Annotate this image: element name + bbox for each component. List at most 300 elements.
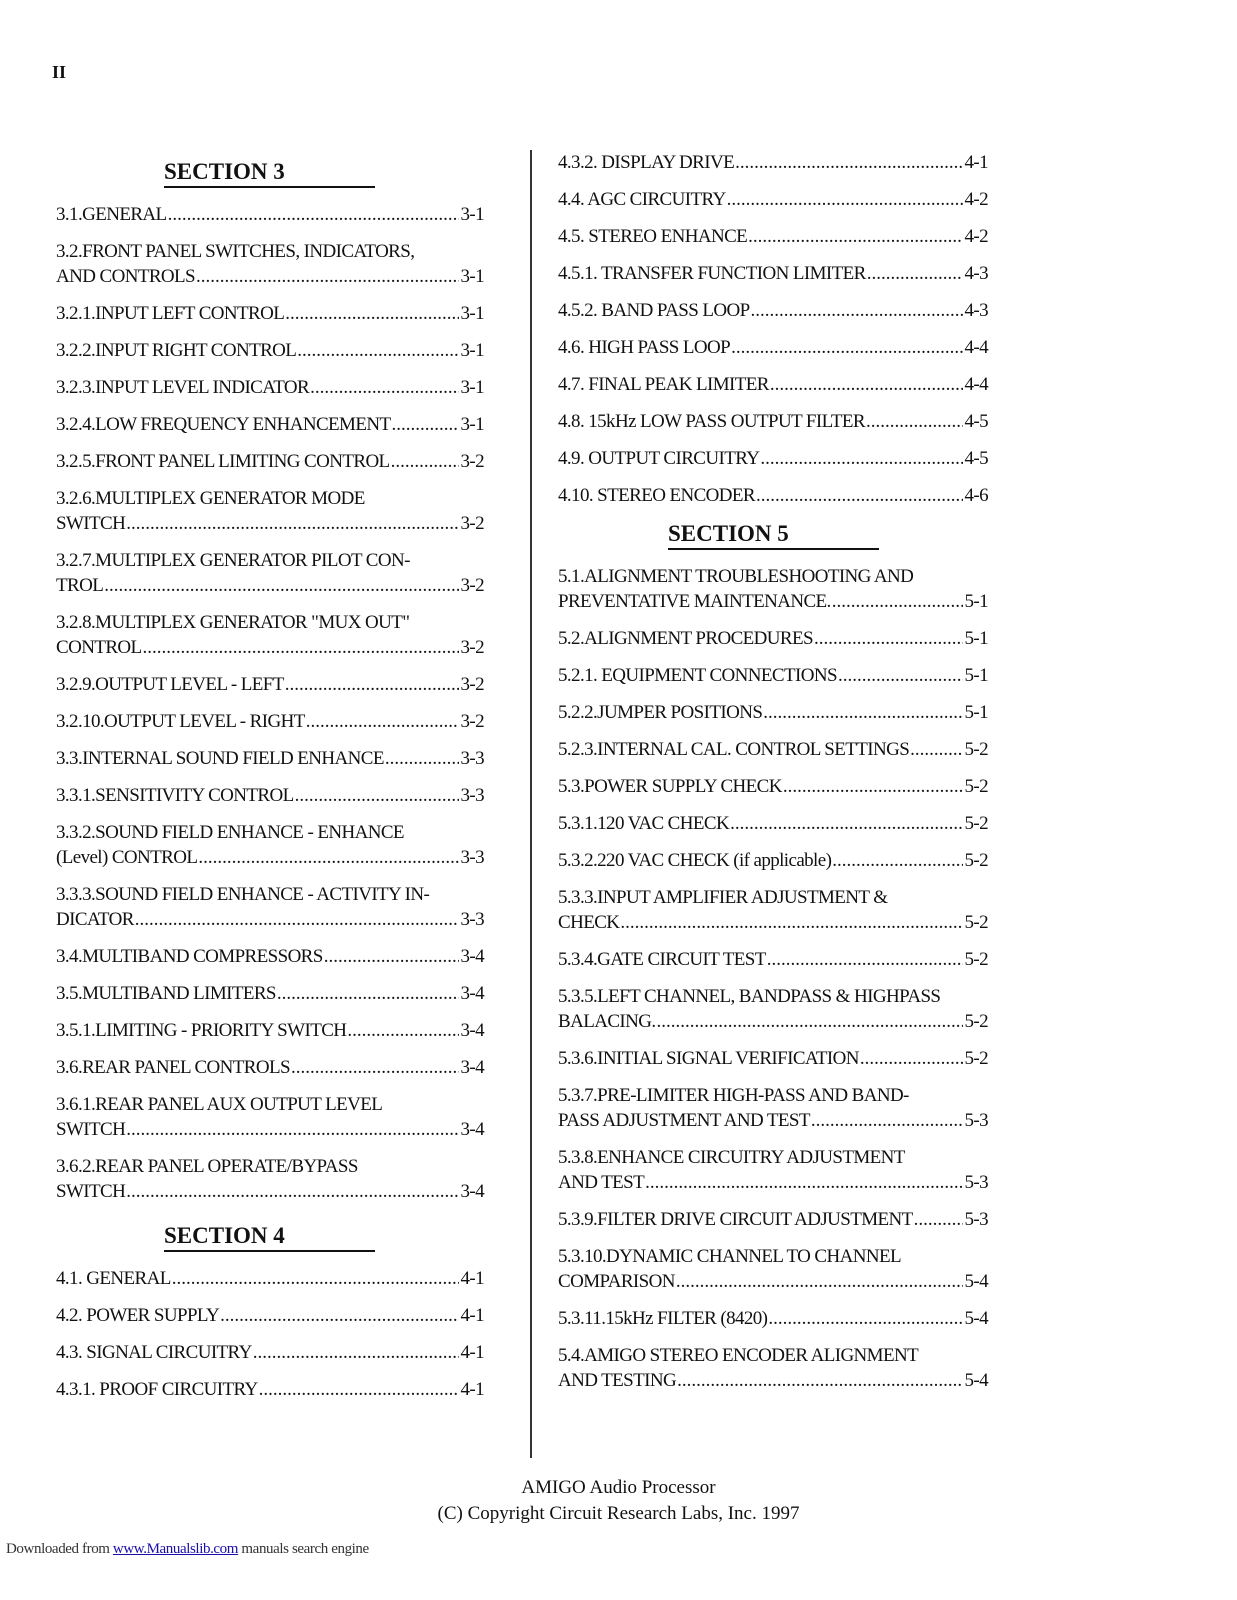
- toc-leader-dots: [220, 1303, 459, 1328]
- toc-entry: [558, 1083, 988, 1133]
- toc-leader-dots: [391, 412, 459, 437]
- footer-copyright: (C) Copyright Circuit Research Labs, Inc. 1997: [437, 1503, 800, 1524]
- toc-entry-row: [558, 261, 988, 286]
- toc-leader-dots: [832, 589, 964, 614]
- toc-entry-title: 5.2.3.INTERNAL CAL. CONTROL SETTINGS: [558, 739, 910, 760]
- toc-entry-title: AND TESTING: [558, 1370, 677, 1391]
- toc-entry-row: [558, 811, 988, 836]
- toc-page-number: 4-5: [964, 411, 988, 432]
- toc-page-number: 4-5: [964, 448, 988, 469]
- toc-entry: [56, 1055, 484, 1080]
- toc-entry-title: TROL: [56, 575, 104, 596]
- toc-entry: [558, 409, 988, 434]
- toc-page-number: 5-3: [964, 1209, 988, 1230]
- toc-entry-title: 4.8. 15kHz LOW PASS OUTPUT FILTER: [558, 411, 865, 432]
- toc-entry-row: [56, 907, 484, 932]
- toc-page-number: 5-1: [964, 628, 988, 649]
- toc-entry-row: [558, 700, 988, 725]
- toc-page-number: 3-2: [460, 575, 484, 596]
- toc-leader-dots: [676, 1269, 964, 1294]
- toc-entry: [558, 483, 988, 508]
- toc-leader-dots: [285, 672, 460, 697]
- toc-page-number: 3-1: [460, 377, 484, 398]
- toc-page-number: 3-2: [460, 451, 484, 472]
- toc-leader-dots: [297, 338, 459, 363]
- toc-page-number: 3-4: [460, 1119, 484, 1140]
- toc-page-number: 3-4: [460, 1020, 484, 1041]
- manualslib-link[interactable]: www.Manualslib.com: [112, 1541, 239, 1557]
- toc-entry-row: [558, 335, 988, 360]
- toc-leader-dots: [198, 845, 459, 870]
- toc-leader-dots: [677, 1368, 963, 1393]
- column-divider: [530, 150, 532, 1458]
- toc-leader-dots: [768, 1306, 963, 1331]
- toc-entry: [558, 150, 988, 175]
- toc-page-number: 5-4: [964, 1271, 988, 1292]
- toc-entry-row: [558, 1108, 988, 1133]
- toc-entry: [558, 298, 988, 323]
- toc-entry-title-line: 5.3.8.ENHANCE CIRCUITRY ADJUSTMENT: [558, 1147, 905, 1168]
- download-suffix: manuals search engine: [238, 1541, 369, 1557]
- toc-entry-row: [56, 672, 484, 697]
- toc-entry-title: 3.6.REAR PANEL CONTROLS: [56, 1057, 290, 1078]
- toc-entry: [56, 548, 484, 598]
- toc-leader-dots: [751, 298, 964, 323]
- toc-entry: [56, 449, 484, 474]
- toc-page-number: 4-1: [964, 152, 988, 173]
- toc-entry: [558, 1343, 988, 1393]
- toc-entry: [56, 1266, 484, 1291]
- toc-page-number: 3-1: [460, 414, 484, 435]
- toc-page-number: 4-3: [964, 263, 988, 284]
- toc-entry: [56, 672, 484, 697]
- toc-entry-title: 3.5.MULTIBAND LIMITERS: [56, 983, 276, 1004]
- toc-page-number: 5-2: [964, 1011, 988, 1032]
- toc-entry-title-line: 3.6.1.REAR PANEL AUX OUTPUT LEVEL: [56, 1094, 383, 1115]
- toc-page-number: 5-2: [964, 850, 988, 871]
- toc-entry-title-line: 5.3.3.INPUT AMPLIFIER ADJUSTMENT &: [558, 887, 888, 908]
- toc-leader-dots: [811, 1108, 964, 1133]
- toc-entry-title: 3.1.GENERAL: [56, 204, 167, 225]
- toc-entry-row: [56, 264, 484, 289]
- toc-entry-row: [56, 1117, 484, 1142]
- left-column: [56, 150, 484, 1414]
- toc-page-number: 3-3: [460, 909, 484, 930]
- toc-entry-row: [558, 446, 988, 471]
- toc-page-number: 5-2: [964, 1048, 988, 1069]
- toc-entry-title-line: 3.2.6.MULTIPLEX GENERATOR MODE: [56, 488, 365, 509]
- toc-entry-row: [56, 635, 484, 660]
- toc-entry-title: 4.7. FINAL PEAK LIMITER: [558, 374, 769, 395]
- toc-page-number: 3-4: [460, 1057, 484, 1078]
- toc-entry-title: 4.3.1. PROOF CIRCUITRY: [56, 1379, 258, 1400]
- toc-entry: [558, 700, 988, 725]
- toc-entry-row: [558, 1368, 988, 1393]
- toc-entry: [558, 335, 988, 360]
- toc-entry: [558, 1244, 988, 1294]
- toc-entry-row: [558, 150, 988, 175]
- toc-entry: [558, 984, 988, 1034]
- toc-entry-row: [56, 1018, 484, 1043]
- toc-entry-row: [558, 187, 988, 212]
- toc-page-number: 3-1: [460, 266, 484, 287]
- toc-entry: [56, 709, 484, 734]
- toc-leader-dots: [126, 1179, 459, 1204]
- toc-page-number: 4-2: [964, 226, 988, 247]
- toc-entry-title-line: 5.4.AMIGO STEREO ENCODER ALIGNMENT: [558, 1345, 919, 1366]
- toc-entry-title: 4.4. AGC CIRCUITRY: [558, 189, 726, 210]
- toc-entry: [558, 1306, 988, 1331]
- section-4-heading: SECTION 4: [56, 1222, 484, 1252]
- toc-entry-row: [558, 663, 988, 688]
- toc-entry: [558, 663, 988, 688]
- toc-entry-title: DICATOR: [56, 909, 134, 930]
- toc-entry: [56, 746, 484, 771]
- toc-entry-title: 5.3.1.120 VAC CHECK: [558, 813, 730, 834]
- toc-entry: [558, 811, 988, 836]
- toc-entry-row: [558, 372, 988, 397]
- toc-entry-title: CONTROL: [56, 637, 142, 658]
- toc-page-number: 5-2: [964, 776, 988, 797]
- toc-entry: [56, 1018, 484, 1043]
- footer-product: AMIGO Audio Processor: [521, 1477, 716, 1498]
- toc-leader-dots: [104, 573, 459, 598]
- toc-entry: [558, 774, 988, 799]
- toc-entry: [558, 372, 988, 397]
- toc-entry-row: [56, 1377, 484, 1402]
- toc-entry-row: [558, 1170, 988, 1195]
- toc-entry: [558, 947, 988, 972]
- toc-page-number: 4-6: [964, 485, 988, 506]
- toc-leader-dots: [253, 1340, 460, 1365]
- toc-entry-row: [558, 1306, 988, 1331]
- toc-leader-dots: [391, 449, 460, 474]
- toc-entry-title: 4.5.1. TRANSFER FUNCTION LIMITER: [558, 263, 866, 284]
- toc-entry: [56, 610, 484, 660]
- toc-entry-title-line: 3.2.FRONT PANEL SWITCHES, INDICATORS,: [56, 241, 415, 262]
- section-5-heading: SECTION 5: [558, 520, 988, 550]
- toc-page-number: 4-1: [460, 1268, 484, 1289]
- toc-page-number: 4-4: [964, 374, 988, 395]
- toc-entry-title: 3.4.MULTIBAND COMPRESSORS: [56, 946, 323, 967]
- toc-entry-row: [56, 1303, 484, 1328]
- toc-page-number: 3-2: [460, 513, 484, 534]
- toc-entry-title: 5.3.4.GATE CIRCUIT TEST: [558, 949, 766, 970]
- toc-entry-row: [56, 375, 484, 400]
- toc-page-number: 5-4: [964, 1370, 988, 1391]
- toc-entry: [56, 820, 484, 870]
- toc-entry-row: [56, 845, 484, 870]
- toc-entry: [558, 261, 988, 286]
- toc-leader-dots: [172, 1266, 460, 1291]
- toc-leader-dots: [914, 1207, 964, 1232]
- toc-entry: [56, 1154, 484, 1204]
- toc-entry: [56, 1092, 484, 1142]
- toc-entry-title: 5.2.ALIGNMENT PROCEDURES: [558, 628, 813, 649]
- toc-leader-dots: [763, 700, 963, 725]
- section-3-list: [56, 202, 484, 1204]
- toc-entry-title: 4.10. STEREO ENCODER: [558, 485, 756, 506]
- toc-page-number: 5-3: [964, 1172, 988, 1193]
- toc-entry-title: 4.1. GENERAL: [56, 1268, 171, 1289]
- toc-entry-title: SWITCH: [56, 513, 126, 534]
- toc-entry-row: [56, 1266, 484, 1291]
- toc-entry: [558, 1046, 988, 1071]
- toc-entry-row: [558, 848, 988, 873]
- toc-entry: [56, 338, 484, 363]
- toc-page-number: 5-1: [964, 665, 988, 686]
- toc-leader-dots: [730, 811, 963, 836]
- toc-entry-row: [56, 511, 484, 536]
- toc-page-number: 5-4: [964, 1308, 988, 1329]
- toc-page-number: 3-4: [460, 1181, 484, 1202]
- toc-page-number: 3-2: [460, 637, 484, 658]
- toc-entry-row: [558, 774, 988, 799]
- toc-entry-row: [558, 910, 988, 935]
- toc-entry-title: 4.5.2. BAND PASS LOOP: [558, 300, 750, 321]
- toc-entry-row: [56, 981, 484, 1006]
- footer: [0, 1475, 1237, 1527]
- toc-leader-dots: [866, 409, 964, 434]
- toc-entry-title: 5.3.11.15kHz FILTER (8420): [558, 1308, 768, 1329]
- toc-page-number: 5-3: [964, 1110, 988, 1131]
- toc-entry-title: 4.5. STEREO ENHANCE: [558, 226, 748, 247]
- toc-page-number: 5-2: [964, 739, 988, 760]
- toc-entry-row: [56, 202, 484, 227]
- toc-leader-dots: [860, 1046, 964, 1071]
- toc-entry-title: PREVENTATIVE MAINTENANCE.: [558, 591, 831, 612]
- toc-page-number: 4-2: [964, 189, 988, 210]
- download-prefix: Downloaded from: [6, 1541, 113, 1557]
- toc-entry-title: 3.2.1.INPUT LEFT CONTROL: [56, 303, 285, 324]
- toc-entry: [558, 224, 988, 249]
- toc-entry-title: 3.2.3.INPUT LEVEL INDICATOR: [56, 377, 310, 398]
- toc-entry: [56, 202, 484, 227]
- toc-entry: [558, 1207, 988, 1232]
- toc-entry-title-line: 3.3.2.SOUND FIELD ENHANCE - ENHANCE: [56, 822, 404, 843]
- section-4-list: [56, 1266, 484, 1402]
- toc-entry-row: [558, 589, 988, 614]
- toc-leader-dots: [306, 709, 460, 734]
- toc-entry: [56, 981, 484, 1006]
- toc-entry-row: [558, 1269, 988, 1294]
- toc-entry-title: 3.2.9.OUTPUT LEVEL - LEFT: [56, 674, 284, 695]
- toc-entry-row: [558, 224, 988, 249]
- toc-entry-row: [56, 944, 484, 969]
- toc-leader-dots: [783, 774, 964, 799]
- toc-entry-title: 4.3. SIGNAL CIRCUITRY: [56, 1342, 252, 1363]
- page-label: II: [52, 62, 67, 82]
- toc-entry-row: [56, 746, 484, 771]
- toc-page-number: 4-1: [460, 1305, 484, 1326]
- toc-entry-title: 4.2. POWER SUPPLY: [56, 1305, 220, 1326]
- toc-entry-title: SWITCH: [56, 1119, 126, 1140]
- toc-entry: [558, 446, 988, 471]
- toc-entry-title: 5.3.6.INITIAL SIGNAL VERIFICATION: [558, 1048, 859, 1069]
- toc-entry: [558, 848, 988, 873]
- toc-entry-title-line: 3.6.2.REAR PANEL OPERATE/BYPASS: [56, 1156, 358, 1177]
- toc-leader-dots: [770, 372, 964, 397]
- toc-entry: [558, 626, 988, 651]
- toc-page-number: 3-3: [460, 785, 484, 806]
- toc-page-number: 3-4: [460, 946, 484, 967]
- toc-entry-title: AND CONTROLS: [56, 266, 196, 287]
- toc-entry: [56, 412, 484, 437]
- toc-entry-title: 4.9. OUTPUT CIRCUITRY: [558, 448, 760, 469]
- toc-entry-row: [56, 301, 484, 326]
- toc-page-number: 5-1: [964, 702, 988, 723]
- toc-leader-dots: [645, 1170, 963, 1195]
- toc-entry-row: [558, 409, 988, 434]
- download-note: [6, 1541, 369, 1558]
- toc-entry-title: 5.2.2.JUMPER POSITIONS: [558, 702, 763, 723]
- toc-entry: [558, 187, 988, 212]
- toc-entry-row: [558, 1207, 988, 1232]
- toc-entry-title-line: 5.3.10.DYNAMIC CHANNEL TO CHANNEL: [558, 1246, 901, 1267]
- toc-entry-row: [56, 709, 484, 734]
- toc-entry: [558, 1145, 988, 1195]
- toc-entry: [56, 301, 484, 326]
- toc-entry: [56, 486, 484, 536]
- toc-entry: [56, 1377, 484, 1402]
- toc-entry-row: [56, 412, 484, 437]
- toc-entry: [56, 375, 484, 400]
- section-4-continued-list: [558, 150, 988, 508]
- toc-entry-title-line: 3.2.7.MULTIPLEX GENERATOR PILOT CON-: [56, 550, 410, 571]
- toc-leader-dots: [168, 202, 460, 227]
- toc-entry-title: PASS ADJUSTMENT AND TEST: [558, 1110, 810, 1131]
- toc-page-number: 3-3: [460, 748, 484, 769]
- toc-entry-row: [56, 573, 484, 598]
- toc-entry: [56, 944, 484, 969]
- section-3-heading: SECTION 3: [56, 158, 484, 188]
- toc-entry: [558, 737, 988, 762]
- toc-leader-dots: [748, 224, 963, 249]
- toc-leader-dots: [126, 511, 459, 536]
- toc-page-number: 3-1: [460, 303, 484, 324]
- toc-leader-dots: [727, 187, 964, 212]
- section-5-list: [558, 564, 988, 1393]
- toc-entry-row: [558, 626, 988, 651]
- toc-leader-dots: [347, 1018, 459, 1043]
- toc-leader-dots: [126, 1117, 459, 1142]
- toc-entry-row: [56, 1340, 484, 1365]
- toc-entry-row: [558, 947, 988, 972]
- toc-entry-title: AND TEST: [558, 1172, 645, 1193]
- toc-entry-title: 4.6. HIGH PASS LOOP: [558, 337, 731, 358]
- toc-entry-title: 5.2.1. EQUIPMENT CONNECTIONS: [558, 665, 837, 686]
- toc-leader-dots: [731, 335, 963, 360]
- toc-entry: [56, 1340, 484, 1365]
- toc-entry-title: 5.3.9.FILTER DRIVE CIRCUIT ADJUSTMENT: [558, 1209, 913, 1230]
- toc-leader-dots: [620, 910, 963, 935]
- toc-leader-dots: [324, 944, 460, 969]
- toc-entry-title: COMPARISON: [558, 1271, 675, 1292]
- toc-entry-title-line: 5.3.5.LEFT CHANNEL, BANDPASS & HIGHPASS: [558, 986, 941, 1007]
- toc-entry: [56, 1303, 484, 1328]
- toc-entry-title: SWITCH: [56, 1181, 126, 1202]
- toc-entry-title: BALACING.: [558, 1011, 656, 1032]
- toc-page-number: 4-1: [460, 1342, 484, 1363]
- toc-entry-row: [558, 1009, 988, 1034]
- toc-entry-row: [558, 737, 988, 762]
- toc-entry-title: 3.2.4.LOW FREQUENCY ENHANCEMENT: [56, 414, 391, 435]
- toc-page-number: 3-3: [460, 847, 484, 868]
- toc-page-number: 3-2: [460, 674, 484, 695]
- toc-page-number: 5-2: [964, 813, 988, 834]
- toc-entry-title: 3.2.10.OUTPUT LEVEL - RIGHT: [56, 711, 305, 732]
- toc-page-number: 5-1: [964, 591, 988, 612]
- toc-leader-dots: [838, 663, 964, 688]
- toc-entry-row: [56, 338, 484, 363]
- toc-entry: [56, 239, 484, 289]
- toc-entry-title: 5.3.POWER SUPPLY CHECK: [558, 776, 782, 797]
- toc-entry-title-line: 3.3.3.SOUND FIELD ENHANCE - ACTIVITY IN-: [56, 884, 430, 905]
- toc-entry: [558, 564, 988, 614]
- toc-entry-row: [558, 483, 988, 508]
- toc-entry-row: [56, 1179, 484, 1204]
- toc-page-number: 5-2: [964, 949, 988, 970]
- toc-leader-dots: [867, 261, 964, 286]
- toc-leader-dots: [295, 783, 460, 808]
- toc-entry-row: [558, 298, 988, 323]
- toc-entry-row: [56, 783, 484, 808]
- toc-leader-dots: [814, 626, 964, 651]
- toc-entry-title: 4.3.2. DISPLAY DRIVE: [558, 152, 735, 173]
- toc-page-number: 5-2: [964, 912, 988, 933]
- toc-entry-row: [56, 449, 484, 474]
- toc-entry: [56, 783, 484, 808]
- toc-leader-dots: [135, 907, 460, 932]
- toc-page-number: 3-2: [460, 711, 484, 732]
- toc-entry: [56, 882, 484, 932]
- toc-leader-dots: [143, 635, 460, 660]
- toc-leader-dots: [310, 375, 459, 400]
- toc-leader-dots: [285, 301, 459, 326]
- toc-leader-dots: [385, 746, 460, 771]
- toc-entry: [558, 885, 988, 935]
- toc-entry-row: [56, 1055, 484, 1080]
- toc-leader-dots: [735, 150, 963, 175]
- toc-entry-title: 3.2.2.INPUT RIGHT CONTROL: [56, 340, 297, 361]
- toc-entry-title: 3.2.5.FRONT PANEL LIMITING CONTROL: [56, 451, 390, 472]
- toc-leader-dots: [277, 981, 460, 1006]
- toc-page-number: 4-3: [964, 300, 988, 321]
- toc-leader-dots: [832, 848, 963, 873]
- toc-leader-dots: [756, 483, 963, 508]
- toc-entry-row: [558, 1046, 988, 1071]
- toc-entry-title: 3.5.1.LIMITING - PRIORITY SWITCH: [56, 1020, 347, 1041]
- toc-entry-title-line: 5.3.7.PRE-LIMITER HIGH-PASS AND BAND-: [558, 1085, 909, 1106]
- toc-entry-title-line: 3.2.8.MULTIPLEX GENERATOR "MUX OUT": [56, 612, 410, 633]
- toc-leader-dots: [291, 1055, 460, 1080]
- toc-leader-dots: [196, 264, 459, 289]
- toc-entry-title: CHECK: [558, 912, 620, 933]
- toc-page-number: 3-1: [460, 340, 484, 361]
- toc-page-number: 4-4: [964, 337, 988, 358]
- toc-leader-dots: [910, 737, 963, 762]
- toc-entry-title: (Level) CONTROL: [56, 847, 198, 868]
- toc-page-number: 4-1: [460, 1379, 484, 1400]
- toc-entry-title: 3.3.INTERNAL SOUND FIELD ENHANCE: [56, 748, 384, 769]
- toc-leader-dots: [760, 446, 963, 471]
- toc-entry-title: 3.3.1.SENSITIVITY CONTROL: [56, 785, 294, 806]
- toc-leader-dots: [657, 1009, 964, 1034]
- toc-entry-title-line: 5.1.ALIGNMENT TROUBLESHOOTING AND: [558, 566, 914, 587]
- toc-page-number: 3-1: [460, 204, 484, 225]
- toc-entry-title: 5.3.2.220 VAC CHECK (if applicable): [558, 850, 832, 871]
- toc-page-number: 3-4: [460, 983, 484, 1004]
